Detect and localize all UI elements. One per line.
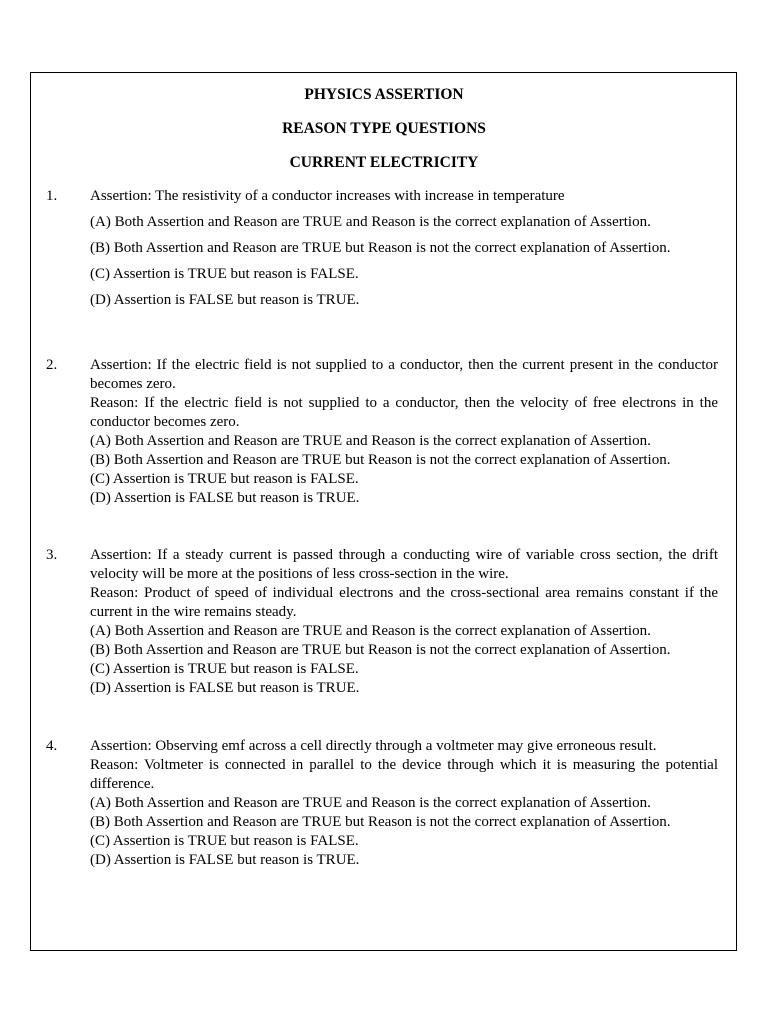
document-title: PHYSICS ASSERTION xyxy=(304,86,464,103)
option-d: (D) Assertion is FALSE but reason is TRUE. xyxy=(90,852,360,868)
option-d: (D) Assertion is FALSE but reason is TRUE. xyxy=(90,292,360,308)
option-b: (B) Both Assertion and Reason are TRUE but Reason is not the correct explanation of Assertion. xyxy=(90,240,671,256)
option-a: (A) Both Assertion and Reason are TRUE and Reason is the correct explanation of Assertion. xyxy=(90,214,651,230)
assertion-text: Assertion: Observing emf across a cell directly through a voltmeter may give erroneous result. xyxy=(90,738,657,754)
reason-text: Reason: Voltmeter is connected in parallel to the device through which it is measuring the potential difference. xyxy=(90,757,718,792)
option-c: (C) Assertion is TRUE but reason is FALSE. xyxy=(90,266,359,282)
assertion-text: Assertion: If the electric field is not supplied to a conductor, then the current present in the conductor becomes zero. xyxy=(90,357,718,392)
question-number: 1. xyxy=(46,188,58,204)
option-d: (D) Assertion is FALSE but reason is TRUE. xyxy=(90,490,360,506)
option-a: (A) Both Assertion and Reason are TRUE and Reason is the correct explanation of Assertion. xyxy=(90,795,651,811)
topic-title: CURRENT ELECTRICITY xyxy=(289,154,479,171)
question-body xyxy=(90,737,718,870)
question-number: 4. xyxy=(46,738,58,754)
option-d: (D) Assertion is FALSE but reason is TRUE. xyxy=(90,680,360,696)
option-b: (B) Both Assertion and Reason are TRUE but Reason is not the correct explanation of Assertion. xyxy=(90,642,671,658)
question-number: 2. xyxy=(46,357,58,373)
question-body xyxy=(90,546,718,698)
option-b: (B) Both Assertion and Reason are TRUE but Reason is not the correct explanation of Assertion. xyxy=(90,814,671,830)
question-number: 3. xyxy=(46,547,58,563)
reason-text: Reason: If the electric field is not supplied to a conductor, then the velocity of free electrons in the conductor becomes zero. xyxy=(90,395,718,430)
option-a: (A) Both Assertion and Reason are TRUE and Reason is the correct explanation of Assertion. xyxy=(90,623,651,639)
option-c: (C) Assertion is TRUE but reason is FALSE. xyxy=(90,471,359,487)
assertion-text: Assertion: If a steady current is passed through a conducting wire of variable cross section, the drift velocity will be more at the positions of less cross-section in the wire. xyxy=(90,547,718,582)
question-body xyxy=(90,187,718,310)
option-a: (A) Both Assertion and Reason are TRUE and Reason is the correct explanation of Assertion. xyxy=(90,433,651,449)
option-c: (C) Assertion is TRUE but reason is FALSE. xyxy=(90,661,359,677)
reason-text: Reason: Product of speed of individual electrons and the cross-sectional area remains constant if the current in the wire remains steady. xyxy=(90,585,718,620)
option-b: (B) Both Assertion and Reason are TRUE but Reason is not the correct explanation of Assertion. xyxy=(90,452,671,468)
document-subtitle: REASON TYPE QUESTIONS xyxy=(282,120,486,137)
question-body xyxy=(90,356,718,508)
option-c: (C) Assertion is TRUE but reason is FALSE. xyxy=(90,833,359,849)
assertion-text: Assertion: The resistivity of a conductor increases with increase in temperature xyxy=(90,188,565,204)
